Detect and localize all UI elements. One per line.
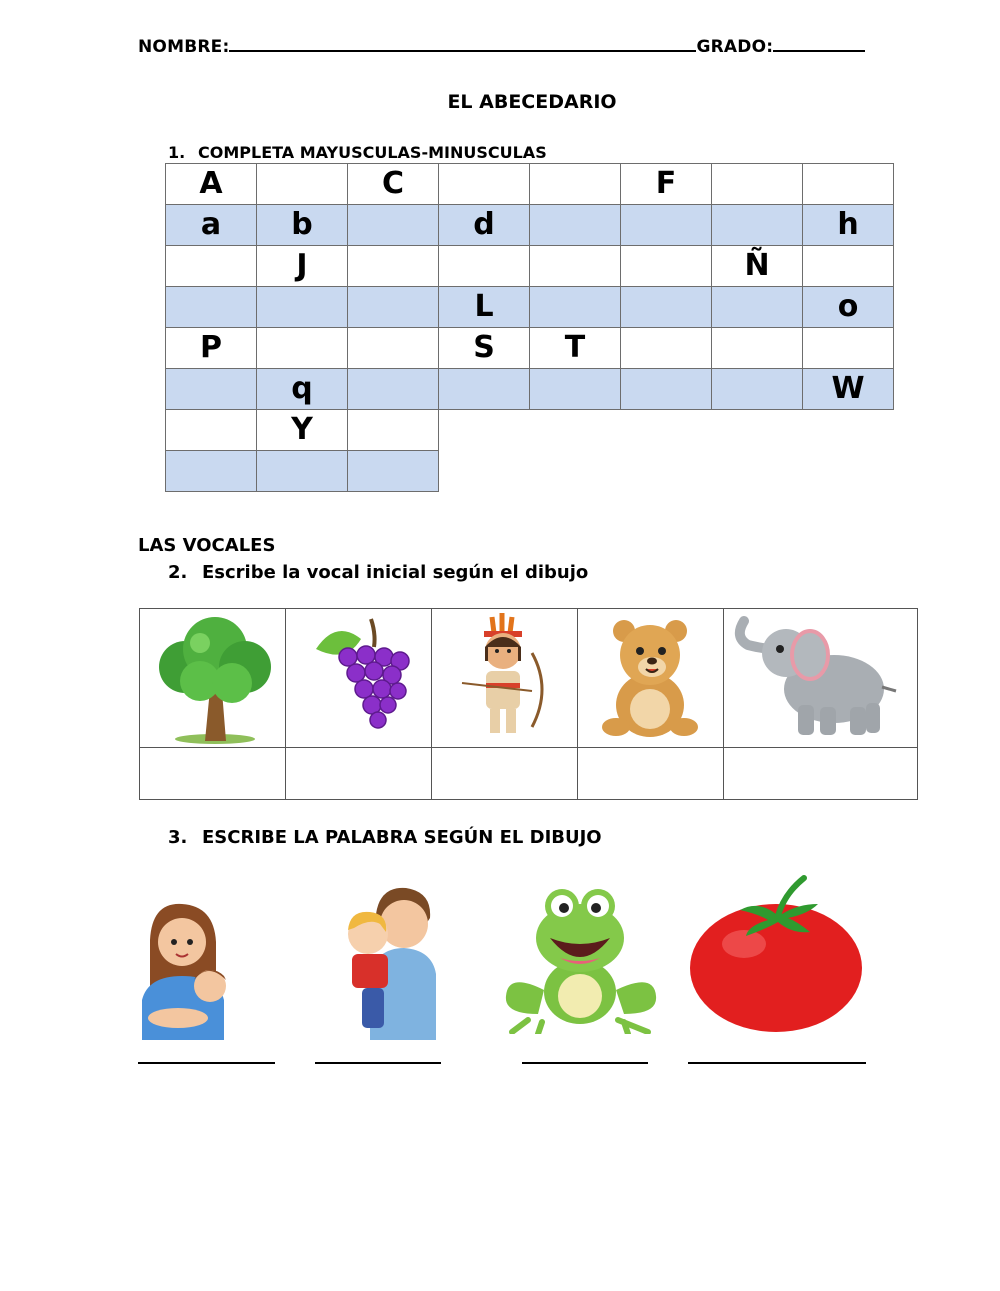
answer-cell[interactable] xyxy=(578,748,724,800)
grid-cell[interactable]: W xyxy=(803,369,894,410)
grid-cell[interactable]: q xyxy=(257,369,348,410)
grid-cell[interactable]: C xyxy=(348,164,439,205)
grid-row xyxy=(166,410,894,451)
grid-cell[interactable] xyxy=(712,287,803,328)
grid-cell[interactable] xyxy=(530,369,621,410)
grid-cell[interactable] xyxy=(439,164,530,205)
grid-cell[interactable] xyxy=(348,287,439,328)
answer-row xyxy=(140,748,918,800)
section-3-heading xyxy=(168,827,602,848)
grid-spacer xyxy=(803,410,894,451)
frog-icon xyxy=(498,880,664,1034)
grid-cell[interactable] xyxy=(712,205,803,246)
grid-cell[interactable] xyxy=(257,164,348,205)
section-2-heading xyxy=(168,562,588,583)
grid-row xyxy=(166,287,894,328)
answer-line[interactable] xyxy=(315,1062,441,1064)
grado-label: GRADO: xyxy=(696,37,774,57)
section-1-number: 1. xyxy=(168,143,186,162)
section-2-label: Escribe la vocal inicial según el dibujo xyxy=(202,562,589,583)
grapes-icon xyxy=(286,609,431,747)
grid-cell[interactable]: b xyxy=(257,205,348,246)
grid-spacer xyxy=(530,451,621,492)
grid-cell[interactable]: T xyxy=(530,328,621,369)
vocales-title: LAS VOCALES xyxy=(138,535,276,556)
section-1-label: COMPLETA MAYUSCULAS-MINUSCULAS xyxy=(198,143,547,162)
grid-cell[interactable] xyxy=(803,164,894,205)
grid-cell[interactable] xyxy=(621,287,712,328)
grid-cell[interactable]: h xyxy=(803,205,894,246)
section-1-heading xyxy=(168,143,547,162)
alphabet-grid xyxy=(165,163,894,492)
grid-cell[interactable] xyxy=(166,246,257,287)
section-3-number: 3. xyxy=(168,827,188,848)
grado-line[interactable] xyxy=(773,36,865,52)
answer-line[interactable] xyxy=(688,1062,866,1064)
grid-cell[interactable]: J xyxy=(257,246,348,287)
grid-cell[interactable] xyxy=(621,246,712,287)
picture-cell xyxy=(578,609,724,748)
grid-cell[interactable] xyxy=(257,328,348,369)
grid-row xyxy=(166,246,894,287)
grid-spacer xyxy=(530,410,621,451)
grid-cell[interactable] xyxy=(348,451,439,492)
grid-cell[interactable] xyxy=(530,164,621,205)
elephant-icon xyxy=(724,609,917,747)
answer-line[interactable] xyxy=(522,1062,648,1064)
nombre-line[interactable] xyxy=(229,36,696,52)
section-3-label: ESCRIBE LA PALABRA SEGÚN EL DIBUJO xyxy=(202,827,602,848)
grid-cell[interactable] xyxy=(712,328,803,369)
answer-cell[interactable] xyxy=(140,748,286,800)
grid-cell[interactable] xyxy=(348,410,439,451)
tree-icon xyxy=(140,609,285,747)
grid-cell[interactable]: Ñ xyxy=(712,246,803,287)
tomato-icon xyxy=(688,874,864,1036)
grid-cell[interactable] xyxy=(166,369,257,410)
mother-child-icon xyxy=(138,900,234,1040)
grid-cell[interactable] xyxy=(166,410,257,451)
indian-child-icon xyxy=(432,609,577,747)
grid-cell[interactable] xyxy=(621,328,712,369)
grid-cell[interactable] xyxy=(348,246,439,287)
grid-cell[interactable]: L xyxy=(439,287,530,328)
grid-cell[interactable]: F xyxy=(621,164,712,205)
grid-cell[interactable]: a xyxy=(166,205,257,246)
grid-cell[interactable] xyxy=(530,287,621,328)
grid-spacer xyxy=(439,451,530,492)
picture-cell xyxy=(140,609,286,748)
father-child-icon xyxy=(340,884,438,1040)
picture-cell xyxy=(724,609,918,748)
grid-cell[interactable]: S xyxy=(439,328,530,369)
grid-row xyxy=(166,451,894,492)
answer-cell[interactable] xyxy=(432,748,578,800)
grid-row xyxy=(166,369,894,410)
grid-row xyxy=(166,205,894,246)
bear-icon xyxy=(578,609,723,747)
grid-cell[interactable] xyxy=(348,328,439,369)
grid-spacer xyxy=(621,451,712,492)
grid-cell[interactable] xyxy=(439,369,530,410)
grid-spacer xyxy=(803,451,894,492)
grid-spacer xyxy=(712,451,803,492)
grid-cell[interactable]: P xyxy=(166,328,257,369)
answer-cell[interactable] xyxy=(724,748,918,800)
picture-cell xyxy=(286,609,432,748)
grid-row xyxy=(166,164,894,205)
page-title: EL ABECEDARIO xyxy=(447,91,617,113)
grid-cell[interactable] xyxy=(439,246,530,287)
picture-cell xyxy=(432,609,578,748)
grid-cell[interactable]: d xyxy=(439,205,530,246)
answer-line[interactable] xyxy=(138,1062,275,1064)
grid-cell[interactable] xyxy=(621,369,712,410)
grid-row xyxy=(166,328,894,369)
picture-row xyxy=(140,609,918,748)
grid-cell[interactable] xyxy=(803,328,894,369)
grid-cell[interactable] xyxy=(348,205,439,246)
grid-cell[interactable] xyxy=(803,246,894,287)
grid-cell[interactable] xyxy=(530,246,621,287)
grid-cell[interactable]: A xyxy=(166,164,257,205)
grid-spacer xyxy=(439,410,530,451)
grid-cell[interactable]: Y xyxy=(257,410,348,451)
grid-cell[interactable] xyxy=(166,287,257,328)
grid-cell[interactable] xyxy=(621,205,712,246)
grid-cell[interactable]: o xyxy=(803,287,894,328)
grid-cell[interactable] xyxy=(257,287,348,328)
student-header xyxy=(138,36,865,57)
vowel-picture-table xyxy=(139,608,918,800)
grid-cell[interactable] xyxy=(712,164,803,205)
grid-cell[interactable] xyxy=(712,369,803,410)
grid-spacer xyxy=(621,410,712,451)
answer-cell[interactable] xyxy=(286,748,432,800)
grid-cell[interactable] xyxy=(530,205,621,246)
grid-cell[interactable] xyxy=(257,451,348,492)
nombre-label: NOMBRE: xyxy=(138,37,230,57)
section-2-number: 2. xyxy=(168,562,188,583)
grid-spacer xyxy=(712,410,803,451)
grid-cell[interactable] xyxy=(348,369,439,410)
grid-cell[interactable] xyxy=(166,451,257,492)
